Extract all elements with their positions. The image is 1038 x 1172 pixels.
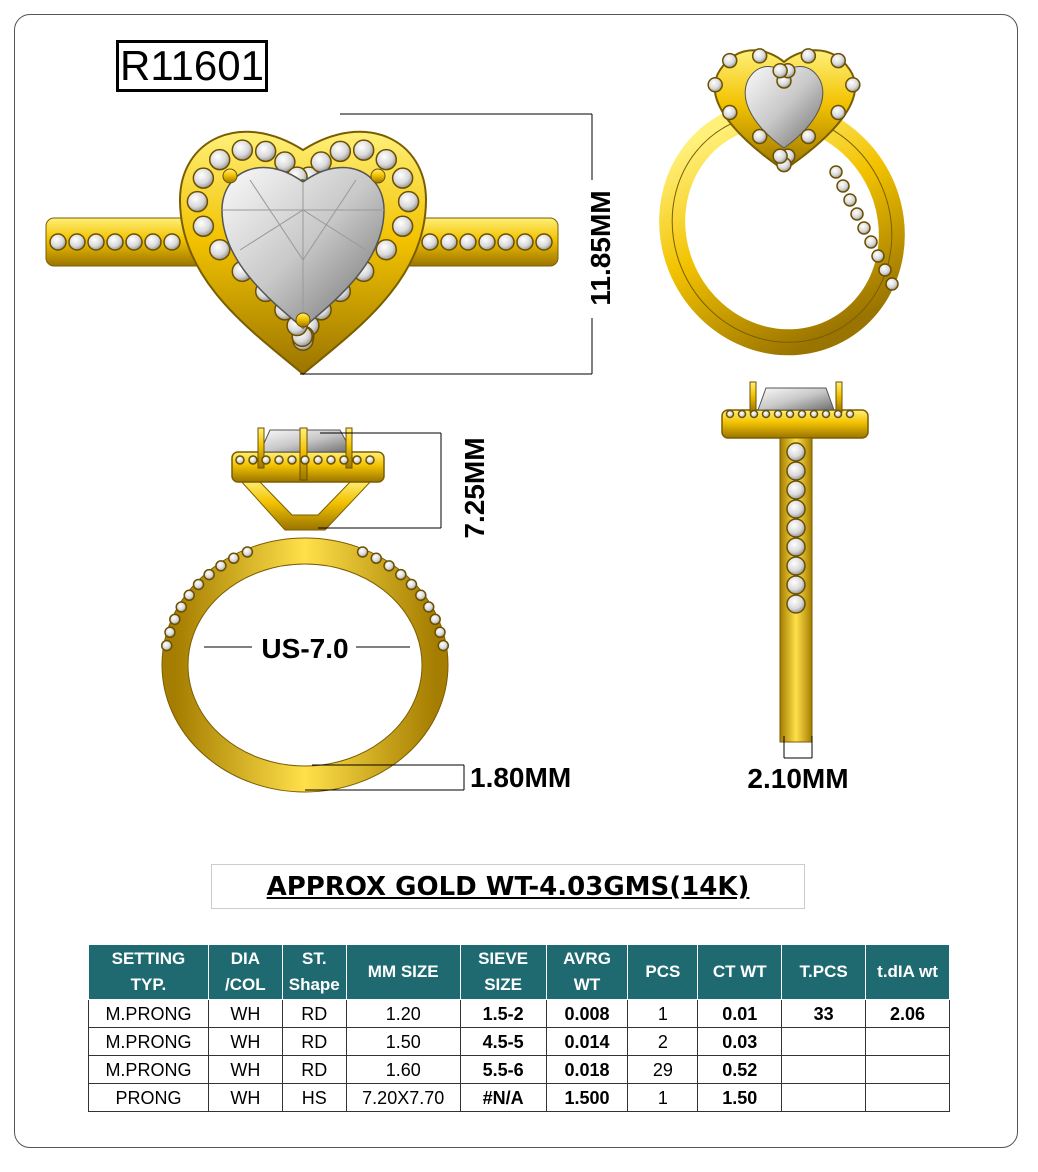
halo-stone xyxy=(708,78,722,92)
band-stone xyxy=(858,222,870,234)
band-stone xyxy=(879,264,891,276)
band-stone xyxy=(162,641,172,651)
halo-stone xyxy=(376,240,396,260)
halo-stone xyxy=(232,140,252,160)
halo-stone xyxy=(847,411,854,418)
column-header: AVRG WT xyxy=(546,945,628,1000)
band-stone xyxy=(358,547,368,557)
table-row xyxy=(89,1056,950,1084)
table-cell: 0.03 xyxy=(698,1028,782,1056)
column-header: PCS xyxy=(628,945,698,1000)
halo-stone xyxy=(831,105,845,119)
ring-size-label: US-7.0 xyxy=(261,633,349,664)
design-code: R11601 xyxy=(116,40,268,92)
halo-stone xyxy=(775,411,782,418)
band-stone xyxy=(229,553,239,563)
halo-stone xyxy=(739,411,746,418)
halo-stone xyxy=(846,78,860,92)
band-stone xyxy=(830,166,842,178)
table-cell xyxy=(782,1056,866,1084)
band-stone xyxy=(872,250,884,262)
band-stone xyxy=(787,538,805,556)
halo-stone xyxy=(340,456,348,464)
table-cell: 2.06 xyxy=(866,1000,950,1028)
halo-stone xyxy=(275,456,283,464)
table-cell: 1.20 xyxy=(346,1000,460,1028)
table-cell: 2 xyxy=(628,1028,698,1056)
band-stone xyxy=(536,234,552,250)
halo-stone xyxy=(288,456,296,464)
table-cell: 29 xyxy=(628,1056,698,1084)
column-header: SIEVE SIZE xyxy=(460,945,546,1000)
band-stone xyxy=(69,234,85,250)
band-stone xyxy=(787,519,805,537)
band-stone xyxy=(165,627,175,637)
band-stone xyxy=(176,602,186,612)
band-stone xyxy=(430,614,440,624)
table-cell: WH xyxy=(208,1056,282,1084)
halo-stone xyxy=(773,64,787,78)
band-stone xyxy=(204,570,214,580)
band-stone xyxy=(435,627,445,637)
column-header: MM SIZE xyxy=(346,945,460,1000)
column-header: DIA /COL xyxy=(208,945,282,1000)
halo-stone xyxy=(376,150,396,170)
halo-stone xyxy=(366,456,374,464)
band-stone xyxy=(787,500,805,518)
halo-stone xyxy=(753,130,767,144)
band-stone xyxy=(242,547,252,557)
band-stone xyxy=(164,234,180,250)
gold-weight-title: APPROX GOLD WT-4.03GMS(14K) xyxy=(211,864,805,909)
table-cell: 1.60 xyxy=(346,1056,460,1084)
halo-stone xyxy=(831,54,845,68)
halo-stone xyxy=(823,411,830,418)
halo-stone xyxy=(787,411,794,418)
table-cell: 0.018 xyxy=(546,1056,628,1084)
front-view xyxy=(162,428,571,793)
table-cell: 1.500 xyxy=(546,1084,628,1112)
table-cell: M.PRONG xyxy=(89,1000,209,1028)
halo-stone xyxy=(353,456,361,464)
band-stone xyxy=(126,234,142,250)
column-header: CT WT xyxy=(698,945,782,1000)
band-stone xyxy=(184,590,194,600)
band-stone xyxy=(517,234,533,250)
band-stone xyxy=(216,561,226,571)
halo-stone xyxy=(801,130,815,144)
halo-stone xyxy=(393,168,413,188)
halo-stone xyxy=(256,141,276,161)
table-row xyxy=(89,1000,950,1028)
table-cell: 33 xyxy=(782,1000,866,1028)
table-cell: HS xyxy=(282,1084,346,1112)
halo-stone xyxy=(236,456,244,464)
table-cell: #N/A xyxy=(460,1084,546,1112)
table-cell xyxy=(782,1084,866,1112)
band-stone xyxy=(787,595,805,613)
band-stone xyxy=(371,553,381,563)
table-row xyxy=(89,1028,950,1056)
table-cell: RD xyxy=(282,1028,346,1056)
table-cell: 7.20X7.70 xyxy=(346,1084,460,1112)
table-cell: 0.01 xyxy=(698,1000,782,1028)
band-stone xyxy=(441,234,457,250)
band-width-label: 2.10MM xyxy=(747,763,849,794)
band-stone xyxy=(424,602,434,612)
band-stone xyxy=(50,234,66,250)
halo-stone xyxy=(751,411,758,418)
band-stone xyxy=(396,570,406,580)
table-cell: WH xyxy=(208,1000,282,1028)
table-cell: 0.014 xyxy=(546,1028,628,1056)
band-stone xyxy=(865,236,877,248)
side-view xyxy=(722,382,868,794)
table-cell: M.PRONG xyxy=(89,1056,209,1084)
table-cell: WH xyxy=(208,1028,282,1056)
band-stone xyxy=(787,462,805,480)
band-stone xyxy=(837,180,849,192)
table-cell: 4.5-5 xyxy=(460,1028,546,1056)
band-stone xyxy=(107,234,123,250)
height-top-label: 11.85MM xyxy=(585,190,616,306)
halo-stone xyxy=(727,411,734,418)
table-cell: 0.008 xyxy=(546,1000,628,1028)
column-header: T.PCS xyxy=(782,945,866,1000)
halo-stone xyxy=(811,411,818,418)
halo-stone xyxy=(354,140,374,160)
halo-stone xyxy=(723,105,737,119)
band-stone xyxy=(88,234,104,250)
table-cell: RD xyxy=(282,1056,346,1084)
table-cell: 1.5-2 xyxy=(460,1000,546,1028)
band-stone xyxy=(886,278,898,290)
table-cell xyxy=(866,1028,950,1056)
table-cell xyxy=(782,1028,866,1056)
halo-stone xyxy=(193,216,213,236)
halo-stone xyxy=(835,411,842,418)
band-stone xyxy=(460,234,476,250)
band-stone xyxy=(479,234,495,250)
band-stone xyxy=(844,194,856,206)
table-cell: 5.5-6 xyxy=(460,1056,546,1084)
table-row xyxy=(89,1084,950,1112)
halo-stone xyxy=(210,150,230,170)
table-cell xyxy=(866,1084,950,1112)
table-cell: 0.52 xyxy=(698,1056,782,1084)
halo-stone xyxy=(799,411,806,418)
halo-stone xyxy=(330,141,350,161)
halo-stone xyxy=(210,240,230,260)
halo-stone xyxy=(327,456,335,464)
column-header: SETTING TYP. xyxy=(89,945,209,1000)
table-cell: 1.50 xyxy=(698,1084,782,1112)
halo-stone xyxy=(249,456,257,464)
band-stone xyxy=(422,234,438,250)
band-stone xyxy=(438,641,448,651)
table-cell: 1 xyxy=(628,1000,698,1028)
halo-stone xyxy=(393,216,413,236)
band-stone xyxy=(787,576,805,594)
band-stone xyxy=(787,481,805,499)
halo-stone xyxy=(301,456,309,464)
height-side-label: 7.25MM xyxy=(459,437,490,539)
halo-stone xyxy=(187,192,207,212)
table-cell: 1.50 xyxy=(346,1028,460,1056)
band-stone xyxy=(384,561,394,571)
perspective-view xyxy=(632,49,932,381)
band-stone xyxy=(194,579,204,589)
table-cell: RD xyxy=(282,1000,346,1028)
table-cell: PRONG xyxy=(89,1084,209,1112)
band-stone xyxy=(406,579,416,589)
halo-stone xyxy=(753,49,767,63)
table-header-row xyxy=(89,945,950,1000)
top-view xyxy=(46,114,616,374)
column-header: t.dIA wt xyxy=(866,945,950,1000)
halo-stone xyxy=(262,456,270,464)
column-header: ST. Shape xyxy=(282,945,346,1000)
table-cell: WH xyxy=(208,1084,282,1112)
band-stone xyxy=(498,234,514,250)
band-stone xyxy=(787,557,805,575)
band-stone xyxy=(145,234,161,250)
band-thickness-label: 1.80MM xyxy=(470,762,572,793)
table-cell xyxy=(866,1056,950,1084)
band-stone xyxy=(170,614,180,624)
halo-stone xyxy=(314,456,322,464)
halo-stone xyxy=(193,168,213,188)
halo-stone xyxy=(723,54,737,68)
halo-stone xyxy=(399,192,419,212)
halo-stone xyxy=(801,49,815,63)
stone-spec-table xyxy=(88,944,950,1112)
band-stone xyxy=(787,443,805,461)
halo-stone xyxy=(763,411,770,418)
band-stone xyxy=(851,208,863,220)
halo-stone xyxy=(773,149,787,163)
table-cell: M.PRONG xyxy=(89,1028,209,1056)
table-cell: 1 xyxy=(628,1084,698,1112)
band-stone xyxy=(416,590,426,600)
